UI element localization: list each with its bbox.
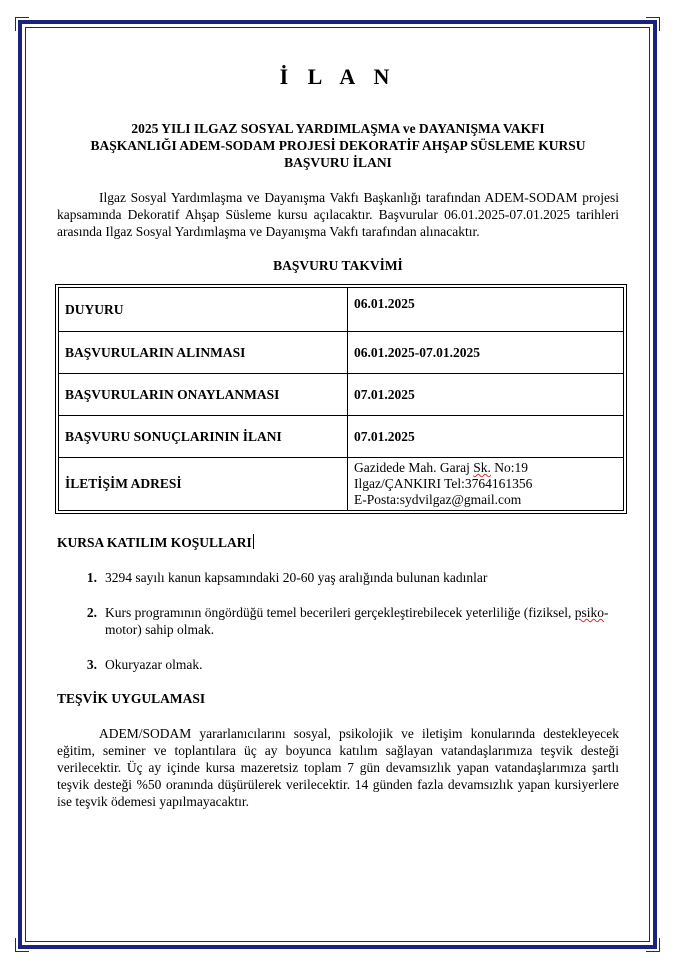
calendar-title: BAŞVURU TAKVİMİ [273,258,403,273]
announcement-subtitle [57,120,619,171]
conditions-title-text: KURSA KATILIM KOŞULLARI [57,535,252,550]
list-text-part: Kurs programının öngördüğü temel becerileri gerçekleştirebilecek yeterliliğe (fiziksel, [105,605,575,620]
corner-mark-top-right [646,17,660,31]
calendar-table [58,287,624,511]
row-label: BAŞVURULARIN ALINMASI [59,332,348,374]
conditions-list [57,569,619,673]
row-value: 06.01.2025-07.01.2025 [348,332,624,374]
list-item [57,604,619,638]
row-value: 06.01.2025 [348,288,624,332]
incentive-paragraph: ADEM/SODAM yararlanıcılarını sosyal, psikolojik ve iletişim konularında destekleyecek eğitim, seminer ve toplantılara üç ay boyunca katılım sağlayan vatandaşlarımıza teşvik desteği verilecektir. Üç ay içinde kursa mazeretsiz toplam 7 gün devamsızlık yapan vatandaşlarımıza şartlı teşvik desteği %50 oranında düşürülerek verilecektir. 14 günden fazla devamsızlık yapan kursiyerlere ise teşvik ödemesi yapılmayacaktır. [57,726,619,809]
row-label: BAŞVURU SONUÇLARININ İLANI [59,416,348,458]
list-number: 3. [86,657,97,672]
address-text-spellcheck: Sk. [473,460,491,475]
row-value: 07.01.2025 [348,416,624,458]
incentive-title: TEŞVİK UYGULAMASI [57,691,206,706]
table-row [59,332,624,374]
subtitle-line: 2025 YILI ILGAZ SOSYAL YARDIMLAŞMA ve DAYANIŞMA VAKFI [131,121,545,136]
email-line: E-Posta:sydvilgaz@gmail.com [354,492,522,507]
subtitle-line: BAŞKANLIĞI ADEM-SODAM PROJESİ DEKORATİF AHŞAP SÜSLEME KURSU [90,138,586,153]
corner-mark-bottom-right [646,938,660,952]
list-text: Okuryazar olmak. [105,657,203,672]
contact-address [348,458,624,511]
address-text: No:19 [490,460,528,475]
list-text [105,604,619,638]
table-row [59,458,624,511]
document-body [57,58,619,810]
corner-mark-bottom-left [15,938,29,952]
intro-paragraph: Ilgaz Sosyal Yardımlaşma ve Dayanışma Vakfı Başkanlığı tarafından ADEM-SODAM projesi kapsamında Dekoratif Ahşap Süsleme kursu açılacaktır. Başvurular 06.01.2025-07.01.2025 tarihleri arasında Ilgaz Sosyal Yardımlaşma ve Dayanışma Vakfı tarafından alınacaktır. [57,190,619,239]
list-text: 3294 sayılı kanun kapsamındaki 20-60 yaş aralığında bulunan kadınlar [105,570,488,585]
list-number: 1. [86,570,97,585]
list-item [57,569,619,586]
table-row [59,374,624,416]
subtitle-line: BAŞVURU İLANI [284,155,392,170]
conditions-title [57,534,619,551]
calendar-table-frame [55,284,627,514]
address-line [354,460,617,476]
list-number: 2. [86,605,97,620]
row-label: DUYURU [59,288,348,332]
corner-mark-top-left [15,17,29,31]
list-text-part: -motor) sahip olmak. [105,605,609,637]
table-row [59,416,624,458]
address-text: Gazidede Mah. Garaj [354,460,474,475]
row-label: BAŞVURULARIN ONAYLANMASI [59,374,348,416]
list-item [57,656,619,673]
table-row [59,288,624,332]
list-text-spellcheck: psiko [574,605,604,620]
contact-label: İLETİŞİM ADRESİ [59,458,348,511]
page-title: İ L A N [279,64,397,89]
row-value: 07.01.2025 [348,374,624,416]
text-cursor [253,534,254,549]
phone-line: Ilgaz/ÇANKIRI Tel:3764161356 [354,476,533,491]
